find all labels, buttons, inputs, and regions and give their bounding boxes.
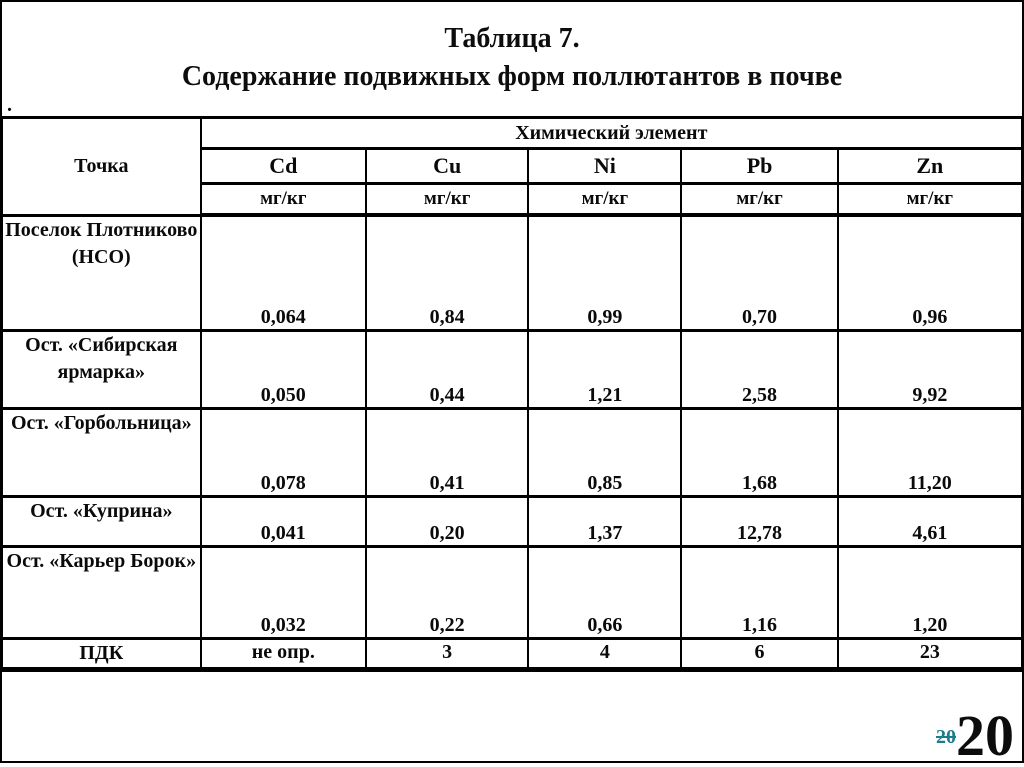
- site-label-cell: Ост. «Сибирская ярмарка»: [2, 330, 201, 408]
- value-cell: 0,84: [366, 215, 528, 330]
- table-row: [2, 330, 1023, 408]
- value-cell: 0,032: [201, 546, 366, 638]
- value-cell: 23: [838, 638, 1023, 669]
- element-header-ni: Ni: [528, 149, 681, 184]
- unit-header: мг/кг: [366, 184, 528, 216]
- value-cell: 11,20: [838, 408, 1023, 496]
- column-header-chemical-element: Химический элемент: [201, 118, 1023, 149]
- value-cell: 0,85: [528, 408, 681, 496]
- table-row: [2, 215, 1023, 330]
- column-header-point: Точка: [2, 118, 201, 216]
- site-label-cell: Поселок Плотниково (НСО): [2, 215, 201, 330]
- stray-period: .: [7, 94, 12, 116]
- site-label-cell: Ост. «Горбольница»: [2, 408, 201, 496]
- value-cell: 0,041: [201, 496, 366, 546]
- value-cell: 1,68: [681, 408, 837, 496]
- element-header-cu: Cu: [366, 149, 528, 184]
- value-cell: 1,16: [681, 546, 837, 638]
- value-cell: 0,078: [201, 408, 366, 496]
- unit-header: мг/кг: [528, 184, 681, 216]
- table-row: [2, 408, 1023, 496]
- unit-header: мг/кг: [201, 184, 366, 216]
- slide-number-ghost: 20: [936, 726, 956, 748]
- value-cell: 0,22: [366, 546, 528, 638]
- value-cell: 0,41: [366, 408, 528, 496]
- value-cell: 1,37: [528, 496, 681, 546]
- value-cell: 9,92: [838, 330, 1023, 408]
- table-row: [2, 546, 1023, 638]
- unit-header: мг/кг: [838, 184, 1023, 216]
- value-cell: 4,61: [838, 496, 1023, 546]
- value-cell: 0,99: [528, 215, 681, 330]
- element-header-cd: Cd: [201, 149, 366, 184]
- value-cell: 0,66: [528, 546, 681, 638]
- site-label-cell: ПДК: [2, 638, 201, 669]
- value-cell: 1,20: [838, 546, 1023, 638]
- table-header-group-row: [2, 118, 1023, 149]
- unit-header: мг/кг: [681, 184, 837, 216]
- value-cell: 0,70: [681, 215, 837, 330]
- element-header-zn: Zn: [838, 149, 1023, 184]
- site-label-cell: Ост. «Куприна»: [2, 496, 201, 546]
- slide-number: 20: [956, 703, 1014, 767]
- value-cell: 0,96: [838, 215, 1023, 330]
- value-cell: 0,050: [201, 330, 366, 408]
- table-row: [2, 496, 1023, 546]
- value-cell: 2,58: [681, 330, 837, 408]
- table-row: [2, 638, 1023, 669]
- value-cell: 4: [528, 638, 681, 669]
- value-cell: 0,44: [366, 330, 528, 408]
- table-caption-number: Таблица 7.: [444, 23, 580, 54]
- value-cell: 0,20: [366, 496, 528, 546]
- value-cell: 1,21: [528, 330, 681, 408]
- element-header-pb: Pb: [681, 149, 837, 184]
- site-label-cell: Ост. «Карьер Борок»: [2, 546, 201, 638]
- value-cell: 3: [366, 638, 528, 669]
- value-cell: 0,064: [201, 215, 366, 330]
- slide-title: [0, 0, 1024, 96]
- table-caption-text: Содержание подвижных форм поллютантов в почве: [181, 61, 843, 92]
- pollutants-table: [0, 116, 1024, 672]
- value-cell: 6: [681, 638, 837, 669]
- value-cell: не опр.: [201, 638, 366, 669]
- value-cell: 12,78: [681, 496, 837, 546]
